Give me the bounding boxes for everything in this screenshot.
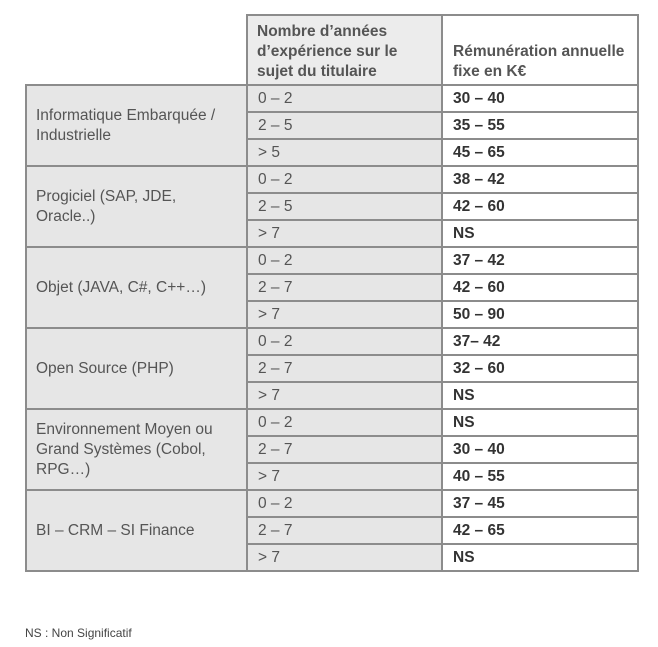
salary-cell: NS (442, 382, 638, 409)
salary-table (25, 14, 639, 572)
years-cell: 0 – 2 (247, 490, 442, 517)
salary-cell: NS (442, 544, 638, 571)
years-cell: > 7 (247, 463, 442, 490)
header-years-experience: Nombre d’années d’expérience sur le sujet du titulaire (247, 15, 442, 85)
salary-cell: 35 – 55 (442, 112, 638, 139)
table-row (26, 166, 638, 193)
salary-table-container (25, 14, 637, 572)
group-label: BI – CRM – SI Finance (26, 490, 247, 571)
group-label: Informatique Embarquée / Industrielle (26, 85, 247, 166)
salary-cell: 30 – 40 (442, 436, 638, 463)
years-cell: 2 – 5 (247, 112, 442, 139)
salary-cell: 42 – 60 (442, 193, 638, 220)
salary-cell: 37 – 42 (442, 247, 638, 274)
years-cell: > 5 (247, 139, 442, 166)
salary-cell: 30 – 40 (442, 85, 638, 112)
years-cell: 2 – 5 (247, 193, 442, 220)
salary-cell: 45 – 65 (442, 139, 638, 166)
salary-cell: NS (442, 220, 638, 247)
salary-cell: 42 – 60 (442, 274, 638, 301)
years-cell: 2 – 7 (247, 517, 442, 544)
years-cell: > 7 (247, 382, 442, 409)
years-cell: 0 – 2 (247, 328, 442, 355)
table-row (26, 490, 638, 517)
years-cell: > 7 (247, 544, 442, 571)
years-cell: > 7 (247, 220, 442, 247)
header-blank-cell (26, 15, 247, 85)
salary-cell: 42 – 65 (442, 517, 638, 544)
years-cell: 0 – 2 (247, 166, 442, 193)
table-row (26, 85, 638, 112)
salary-cell: 40 – 55 (442, 463, 638, 490)
years-cell: 2 – 7 (247, 274, 442, 301)
group-label: Open Source (PHP) (26, 328, 247, 409)
years-cell: 0 – 2 (247, 247, 442, 274)
salary-cell: 37– 42 (442, 328, 638, 355)
years-cell: > 7 (247, 301, 442, 328)
table-row (26, 409, 638, 436)
years-cell: 2 – 7 (247, 355, 442, 382)
years-cell: 0 – 2 (247, 409, 442, 436)
years-cell: 2 – 7 (247, 436, 442, 463)
salary-cell: NS (442, 409, 638, 436)
group-label: Progiciel (SAP, JDE, Oracle..) (26, 166, 247, 247)
salary-cell: 38 – 42 (442, 166, 638, 193)
group-label: Objet (JAVA, C#, C++…) (26, 247, 247, 328)
salary-cell: 32 – 60 (442, 355, 638, 382)
salary-cell: 37 – 45 (442, 490, 638, 517)
table-row (26, 247, 638, 274)
group-label: Environnement Moyen ou Grand Systèmes (Cobol, RPG…) (26, 409, 247, 490)
table-row (26, 328, 638, 355)
salary-cell: 50 – 90 (442, 301, 638, 328)
footnote: NS : Non Significatif (25, 626, 132, 640)
table-header-row (26, 15, 638, 85)
header-annual-salary: Rémunération annuelle fixe en K€ (442, 15, 638, 85)
years-cell: 0 – 2 (247, 85, 442, 112)
